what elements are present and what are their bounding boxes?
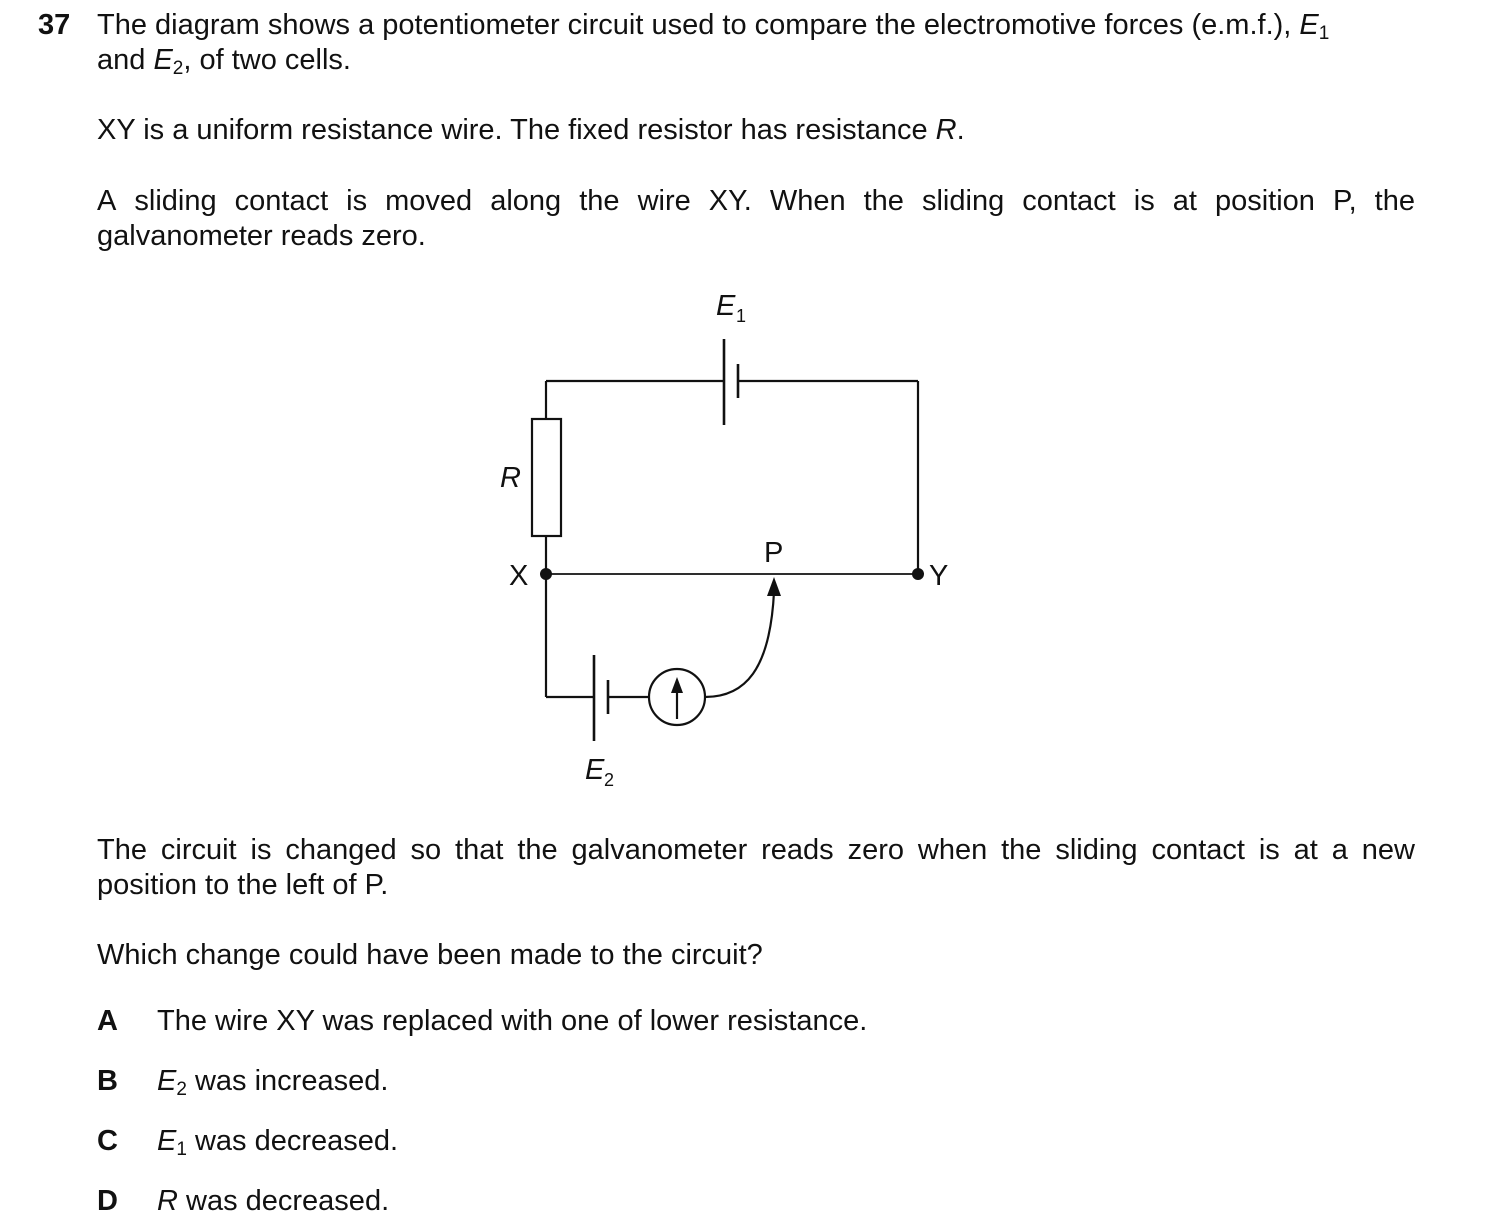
word: when [917,834,988,866]
label-e2: E [585,754,605,786]
word: reads [761,834,834,866]
sliding-contact-line-2: galvanometer reads zero. [97,220,426,252]
label-p: P [764,537,784,569]
option-d-symbol: R [157,1185,178,1217]
question-number: 37 [38,9,71,41]
option-a-text: The wire XY was replaced with one of lower resistance. [157,1005,868,1037]
word: XY. [708,185,752,217]
word: position [1214,185,1315,217]
label-e1: E [716,290,736,322]
intro-end-text: , of two cells. [183,44,351,76]
option-text [157,1064,388,1098]
wire-description-text: XY is a uniform resistance wire. The fixed resistor has resistance [97,114,928,146]
label-e2-subscript: 2 [604,770,615,790]
option-b-text: was increased. [186,1065,389,1097]
circuit-change-line-2: position to the left of P. [97,869,389,901]
word: sliding [921,185,1005,217]
word: When [769,185,846,217]
label-e1-subscript: 1 [736,306,747,326]
word: a [1331,834,1348,866]
word: is [346,185,368,217]
word: new [1361,834,1415,866]
word: is [250,834,272,866]
word: at [1172,185,1197,217]
word: galvanometer [571,834,748,866]
emf-e1-subscript: 1 [1318,23,1330,44]
word: contact [1151,834,1245,866]
word: wire [637,185,691,217]
option-b-symbol: E [157,1065,177,1097]
label-r: R [500,462,521,494]
option-c-subscript: 1 [176,1139,187,1160]
intro-text: The diagram shows a potentiometer circuit used to compare the electromotive forces (e.m.f.), [97,9,1292,41]
word: the [863,185,904,217]
word: moved [385,185,473,217]
emf-e2-symbol: E [153,44,173,76]
emf-e1-symbol: E [1299,9,1319,41]
word: the [1001,834,1042,866]
circuit-change-line-1 [97,833,1415,867]
word: so [410,834,442,866]
resistor-r [532,419,561,536]
option-c-text: was decreased. [186,1125,399,1157]
option-b-subscript: 2 [176,1079,187,1100]
word: The [97,834,147,866]
option-letter: C [97,1125,118,1157]
word: the [517,834,558,866]
word: P, [1332,185,1357,217]
option-letter: B [97,1065,118,1097]
word: the [1374,185,1415,217]
sliding-contact-arrow-head [767,577,781,596]
resistance-symbol: R [935,114,957,146]
word: A [97,185,117,217]
emf-e2-subscript: 2 [172,58,184,79]
junction-x [540,568,552,580]
word: sliding [1055,834,1138,866]
word: is [1258,834,1280,866]
option-d-text: was decreased. [177,1185,390,1217]
word: contact [1022,185,1116,217]
option-text [157,1184,389,1218]
option-letter: A [97,1005,118,1037]
word: circuit [160,834,237,866]
option-c-symbol: E [157,1125,177,1157]
word: changed [285,834,397,866]
word: sliding [134,185,217,217]
junction-y [912,568,924,580]
word: that [455,834,504,866]
sliding-contact-lead [705,592,774,697]
word: zero [847,834,904,866]
word: the [579,185,620,217]
option-text [157,1124,398,1158]
question-prompt: Which change could have been made to the circuit? [97,939,763,971]
option-text [157,1004,867,1038]
word: at [1293,834,1318,866]
label-y: Y [929,560,949,592]
galvanometer-arrow-head [671,677,683,693]
intro-and: and [97,44,146,76]
word: contact [234,185,329,217]
word: is [1133,185,1155,217]
wire-description-end: . [956,114,965,146]
label-x: X [509,560,529,592]
option-letter: D [97,1185,118,1217]
word: along [490,185,562,217]
